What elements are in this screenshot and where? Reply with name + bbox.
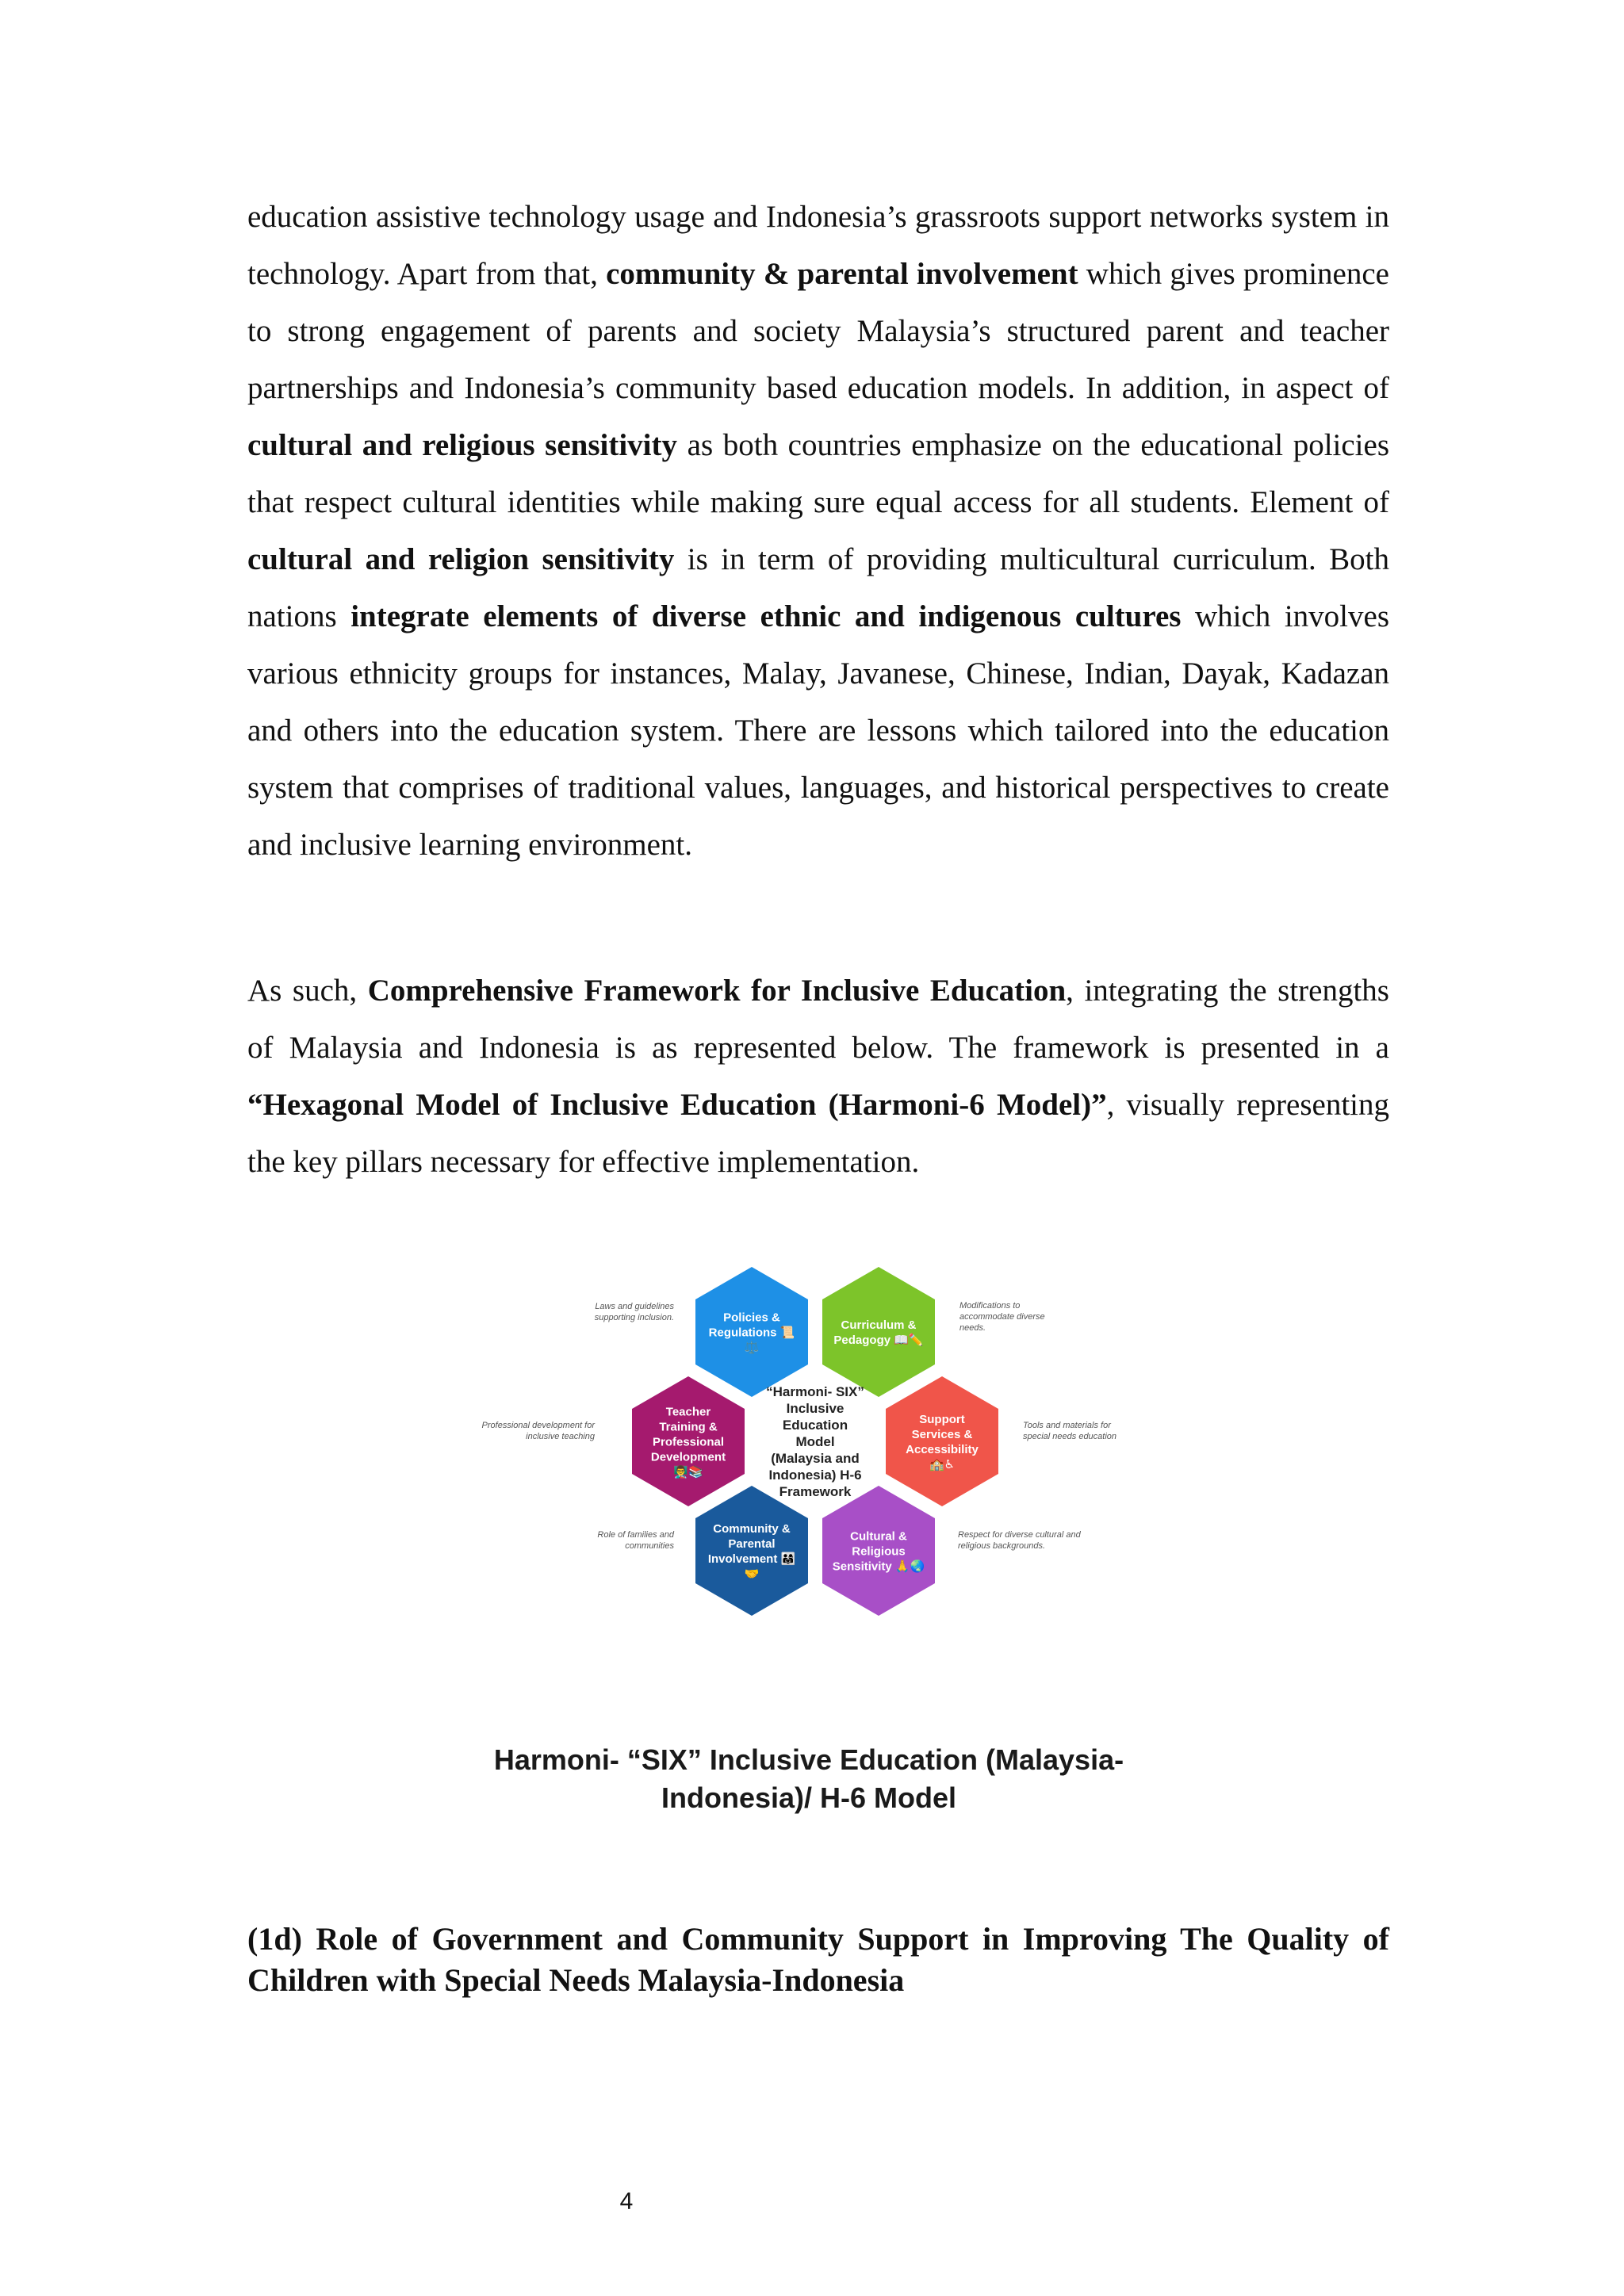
hexagon-shape: [822, 1267, 935, 1397]
harmoni-6-model-figure: [444, 1261, 1158, 1689]
section-heading: (1d) Role of Government and Community Support in Improving The Quality of Children with Special Needs Malaysia-Indonesia: [247, 1921, 1389, 1998]
bold-phrase: “Hexagonal Model of Inclusive Education (Harmoni-6 Model)”: [247, 1088, 1107, 1122]
hexagon-label: Support Services & Accessibility 🏫♿: [906, 1412, 979, 1471]
hexagon-curriculum: [822, 1267, 935, 1397]
hexagon-community: [695, 1486, 808, 1616]
hexagon-label: Policies & Regulations 📜 ⚖️: [708, 1311, 795, 1355]
hexagon-teacher: [632, 1376, 745, 1506]
caption-line-2: Indonesia)/ H-6 Model: [661, 1781, 957, 1814]
hexagon-support: [886, 1376, 998, 1506]
figure-caption: [428, 1741, 1189, 1817]
hexagon-shape: [695, 1486, 808, 1616]
bold-phrase: Comprehensive Framework for Inclusive Education: [367, 974, 1067, 1008]
hexagon-note: Respect for diverse cultural and religious backgrounds.: [958, 1529, 1081, 1551]
text-run: As such,: [247, 974, 368, 1008]
body-paragraph-1: [247, 189, 1389, 874]
text-run: education assistive technology usage and Indonesia’s grassroots support networks system in technology. Apart from that,: [247, 200, 1389, 291]
hexagon-note: Laws and guidelines supporting inclusion.: [594, 1301, 674, 1322]
hexagon-label: Cultural & Religious Sensitivity 🙏🌏: [832, 1529, 925, 1574]
hexagon-shape: [886, 1376, 998, 1506]
bold-phrase: cultural and religion sensitivity: [247, 542, 675, 576]
hexagon-note: Modifications to accommodate diverse needs.: [959, 1300, 1045, 1333]
hexagon-diagram: [444, 1261, 1158, 1689]
text-run: is in term of providing multicultural curriculum. Both nations: [247, 542, 1389, 633]
hexagon-label: Teacher Training & Professional Development 👨‍🏫📚: [650, 1405, 726, 1479]
hexagon-cultural: [822, 1486, 935, 1616]
center-label: “Harmoni- SIX” Inclusive Education Model (Malaysia and Indonesia) H-6 Framework: [766, 1383, 864, 1499]
bold-phrase: cultural and religious sensitivity: [247, 428, 678, 462]
hexagon-note: Professional development for inclusive teaching: [481, 1420, 595, 1441]
hexagon-label: Community & Parental Involvement 👨‍👩‍👧 🤝: [707, 1521, 796, 1581]
paragraph-text: [247, 962, 1389, 1191]
body-paragraph-2: [247, 962, 1389, 1191]
text-run: which involves various ethnicity groups for instances, Malay, Javanese, Chinese, Indian, Dayak, Kadazan and others into the education system. There are lessons which tailored into the education system that comprises of traditional values, languages, and historical perspectives to create and inclusive learning environment.: [247, 599, 1389, 862]
page-number: 4: [619, 2188, 634, 2214]
text-run: , visually representing the key pillars necessary for effective implementation.: [247, 1088, 1389, 1179]
hexagon-note: Role of families and communities: [597, 1529, 674, 1551]
bold-phrase: integrate elements of diverse ethnic and indigenous cultures: [350, 599, 1182, 633]
bold-phrase: community & parental involvement: [606, 257, 1078, 291]
hexagon-policies: [695, 1267, 808, 1397]
hexagon-label: Curriculum & Pedagogy 📖✏️: [833, 1318, 924, 1347]
hexagon-note: Tools and materials for special needs education: [1023, 1420, 1117, 1441]
text-run: which gives prominence to strong engagement of parents and society Malaysia’s structured parent and teacher partnerships and Indonesia’s community based education models. In addition, in aspect of: [247, 257, 1389, 405]
text-run: , integrating the strengths of Malaysia and Indonesia is as represented below. The framework is presented in a: [247, 974, 1389, 1065]
text-run: as both countries emphasize on the educational policies that respect cultural identities while making sure equal access for all students. Element of: [247, 428, 1389, 519]
paragraph-text: [247, 189, 1389, 874]
caption-line-1: Harmoni- “SIX” Inclusive Education (Malaysia-: [493, 1743, 1124, 1776]
